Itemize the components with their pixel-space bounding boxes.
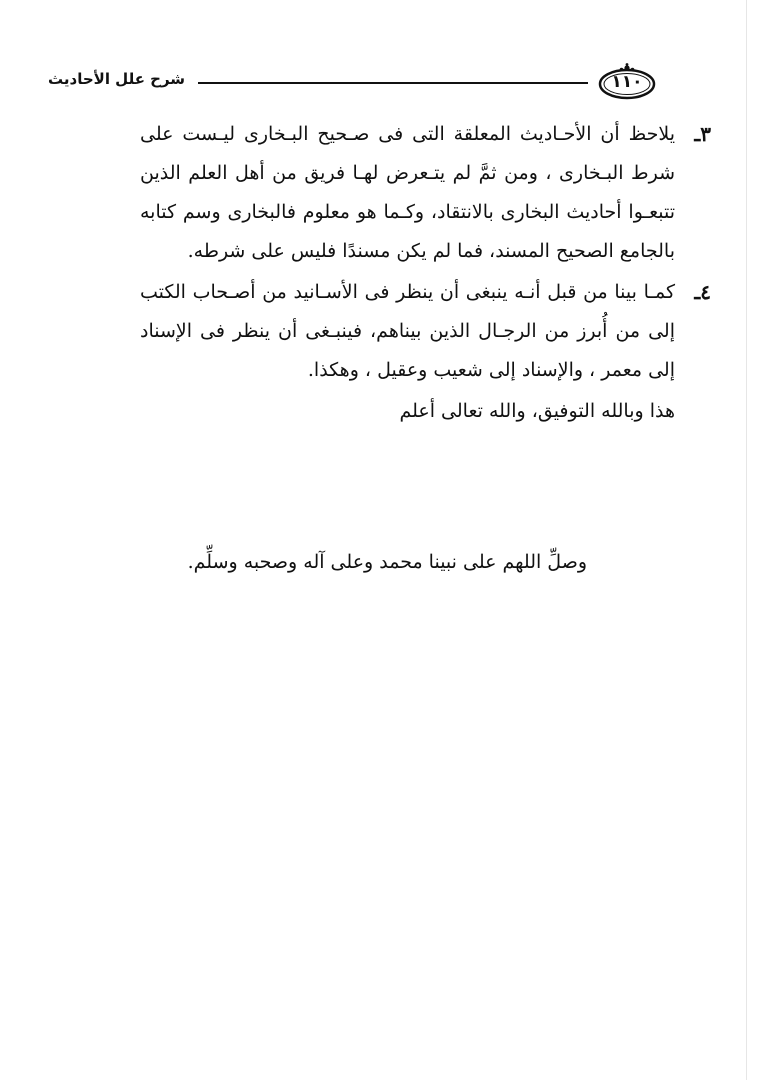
final-prayer: وصلِّ اللهم على نبينا محمد وعلى آله وصحبه وسلِّم. bbox=[187, 551, 587, 573]
scan-edge-line bbox=[746, 0, 747, 1080]
closing-line: هذا وبالله التوفيق، والله تعالى أعلم bbox=[399, 400, 675, 422]
paragraph-number: ٣ـ bbox=[694, 122, 711, 146]
main-text bbox=[140, 115, 711, 431]
paragraph-text: كمـا بينا من قبل أنـه ينبغى أن ينظر فى الأسـانيد من أصـحاب الكتب إلى من أُبرز من الرجـال الذين بيناهم، فينبـغى أن ينظر فى الإسناد إلى معمر ، والإسناد إلى شعيب وعقيل ، وهكذا. bbox=[140, 281, 675, 381]
paragraph-text: يلاحظ أن الأحـاديث المعلقة التى فى صـحيح البـخارى ليـست على شرط البـخارى ، ومن ثمَّ لم يتـعرض لهـا فريق من أهل العلم الذين تتبعـوا أحاديث البخارى بالانتقاد، وكـما هو معلوم فالبخارى وسم كتابه بالجامع الصحيح المسند، فما لم يكن مسندًا فليس على شرطه. bbox=[140, 123, 675, 262]
page-number: ١١٠ bbox=[611, 72, 643, 92]
page-header bbox=[48, 62, 658, 102]
page-number-badge bbox=[596, 62, 658, 100]
paragraph-number: ٤ـ bbox=[694, 280, 711, 304]
running-title: شرح علل الأحاديث bbox=[48, 70, 186, 88]
numbered-paragraph bbox=[140, 273, 711, 390]
numbered-paragraph bbox=[140, 115, 711, 271]
header-rule bbox=[198, 82, 588, 84]
